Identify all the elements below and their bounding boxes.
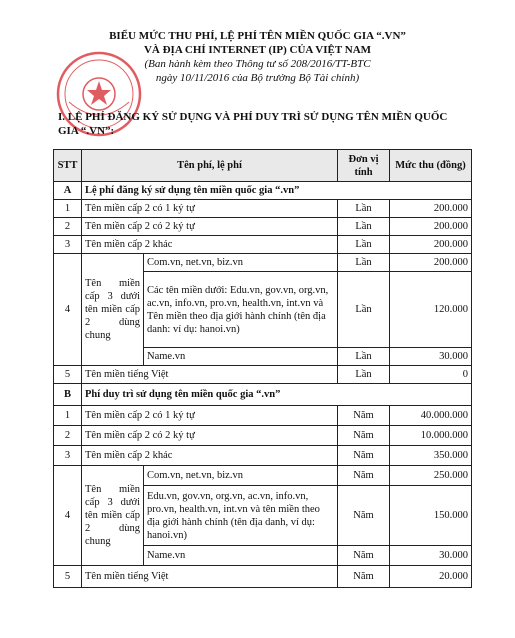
header-fee-amount: Mức thu (đồng) xyxy=(390,150,472,182)
sub-row-name: Name.vn xyxy=(144,546,338,566)
row-name: Tên miền cấp 2 có 1 ký tự xyxy=(82,200,338,218)
sub-row-name: Com.vn, net.vn, biz.vn xyxy=(144,466,338,486)
row-stt: 2 xyxy=(54,218,82,236)
row-unit: Năm xyxy=(338,426,390,446)
sub-row-name: Com.vn, net.vn, biz.vn xyxy=(144,254,338,272)
row-stt: 4 xyxy=(54,466,82,566)
sub-row-unit: Năm xyxy=(338,486,390,546)
table-row xyxy=(54,236,472,254)
document-title-line2: VÀ ĐỊA CHỈ INTERNET (IP) CỦA VIỆT NAM xyxy=(143,44,372,56)
sub-row-name: Edu.vn, gov.vn, org.vn, ac.vn, info.vn, pro.vn, health.vn, int.vn và tên miền theo địa giới hành chính (tên địa danh, ví dụ: hanoi.vn) xyxy=(144,486,338,546)
row-stt: 3 xyxy=(54,446,82,466)
section-b-id: B xyxy=(54,384,82,406)
row-fee: 20.000 xyxy=(390,566,472,588)
table-row xyxy=(54,218,472,236)
row-name: Tên miền cấp 2 có 2 ký tự xyxy=(82,218,338,236)
sub-row-unit: Năm xyxy=(338,546,390,566)
row-name: Tên miền tiếng Việt xyxy=(82,566,338,588)
table-row xyxy=(54,466,472,486)
row-fee: 200.000 xyxy=(390,236,472,254)
table-row xyxy=(54,446,472,466)
row-stt: 4 xyxy=(54,254,82,366)
row-unit: Năm xyxy=(338,446,390,466)
row-stt: 3 xyxy=(54,236,82,254)
sub-row-unit: Năm xyxy=(338,466,390,486)
table-row xyxy=(54,566,472,588)
row-unit: Lần xyxy=(338,218,390,236)
table-row xyxy=(54,406,472,426)
row-stt: 1 xyxy=(54,406,82,426)
row-name: Tên miền cấp 2 khác xyxy=(82,236,338,254)
sub-row-fee: 30.000 xyxy=(390,348,472,366)
row-name: Tên miền tiếng Việt xyxy=(82,366,338,384)
row-fee: 10.000.000 xyxy=(390,426,472,446)
row-name: Tên miền cấp 2 khác xyxy=(82,446,338,466)
row-stt: 5 xyxy=(54,366,82,384)
sub-row-name: Các tên miền dưới: Edu.vn, gov.vn, org.vn, ac.vn, info.vn, pro.vn, health.vn, int.vn và Tên miền theo địa giới hành chính (tên địa danh: ví dụ: hanoi.vn) xyxy=(144,272,338,348)
row-fee: 200.000 xyxy=(390,200,472,218)
header-unit: Đơn vị tính xyxy=(338,150,390,182)
row-stt: 2 xyxy=(54,426,82,446)
table-row xyxy=(54,254,472,272)
row-unit: Năm xyxy=(338,566,390,588)
row-unit: Lần xyxy=(338,236,390,254)
table-row xyxy=(54,426,472,446)
row-fee: 40.000.000 xyxy=(390,406,472,426)
section-a-id: A xyxy=(54,182,82,200)
row-fee: 350.000 xyxy=(390,446,472,466)
sub-row-fee: 200.000 xyxy=(390,254,472,272)
sub-row-unit: Lần xyxy=(338,272,390,348)
sub-row-fee: 250.000 xyxy=(390,466,472,486)
row-stt: 1 xyxy=(54,200,82,218)
document-subtitle-line1: (Ban hành kèm theo Thông tư số 208/2016/TT-BTC xyxy=(144,58,371,70)
table-row xyxy=(54,200,472,218)
sub-row-name: Name.vn xyxy=(144,348,338,366)
sub-row-unit: Lần xyxy=(338,254,390,272)
document-subtitle-line2: ngày 10/11/2016 của Bộ trưởng Bộ Tài chính) xyxy=(155,72,360,84)
section-title: I. LỆ PHÍ ĐĂNG KÝ SỬ DỤNG VÀ PHÍ DUY TRÌ SỬ DỤNG TÊN MIỀN QUỐC GIA “.VN”: xyxy=(58,111,448,137)
row-fee: 0 xyxy=(390,366,472,384)
row-unit: Năm xyxy=(338,406,390,426)
sub-row-fee: 30.000 xyxy=(390,546,472,566)
document-title-line1: BIỂU MỨC THU PHÍ, LỆ PHÍ TÊN MIỀN QUỐC GIA “.VN” xyxy=(109,30,406,42)
row-group-label: Tên miền cấp 3 dưới tên miền cấp 2 dùng chung xyxy=(82,466,144,566)
fee-table xyxy=(53,149,472,588)
row-unit: Lần xyxy=(338,366,390,384)
table-row xyxy=(54,366,472,384)
row-unit: Lần xyxy=(338,200,390,218)
section-a-title: Lệ phí đăng ký sử dụng tên miền quốc gia “.vn” xyxy=(82,182,472,200)
sub-row-fee: 120.000 xyxy=(390,272,472,348)
row-name: Tên miền cấp 2 có 1 ký tự xyxy=(82,406,338,426)
row-stt: 5 xyxy=(54,566,82,588)
sub-row-unit: Lần xyxy=(338,348,390,366)
row-name: Tên miền cấp 2 có 2 ký tự xyxy=(82,426,338,446)
row-group-label: Tên miền cấp 3 dưới tên miền cấp 2 dùng chung xyxy=(82,254,144,366)
row-fee: 200.000 xyxy=(390,218,472,236)
header-stt: STT xyxy=(54,150,82,182)
sub-row-fee: 150.000 xyxy=(390,486,472,546)
header-fee-name: Tên phí, lệ phí xyxy=(82,150,338,182)
section-b-title: Phí duy trì sử dụng tên miền quốc gia “.vn” xyxy=(82,384,472,406)
